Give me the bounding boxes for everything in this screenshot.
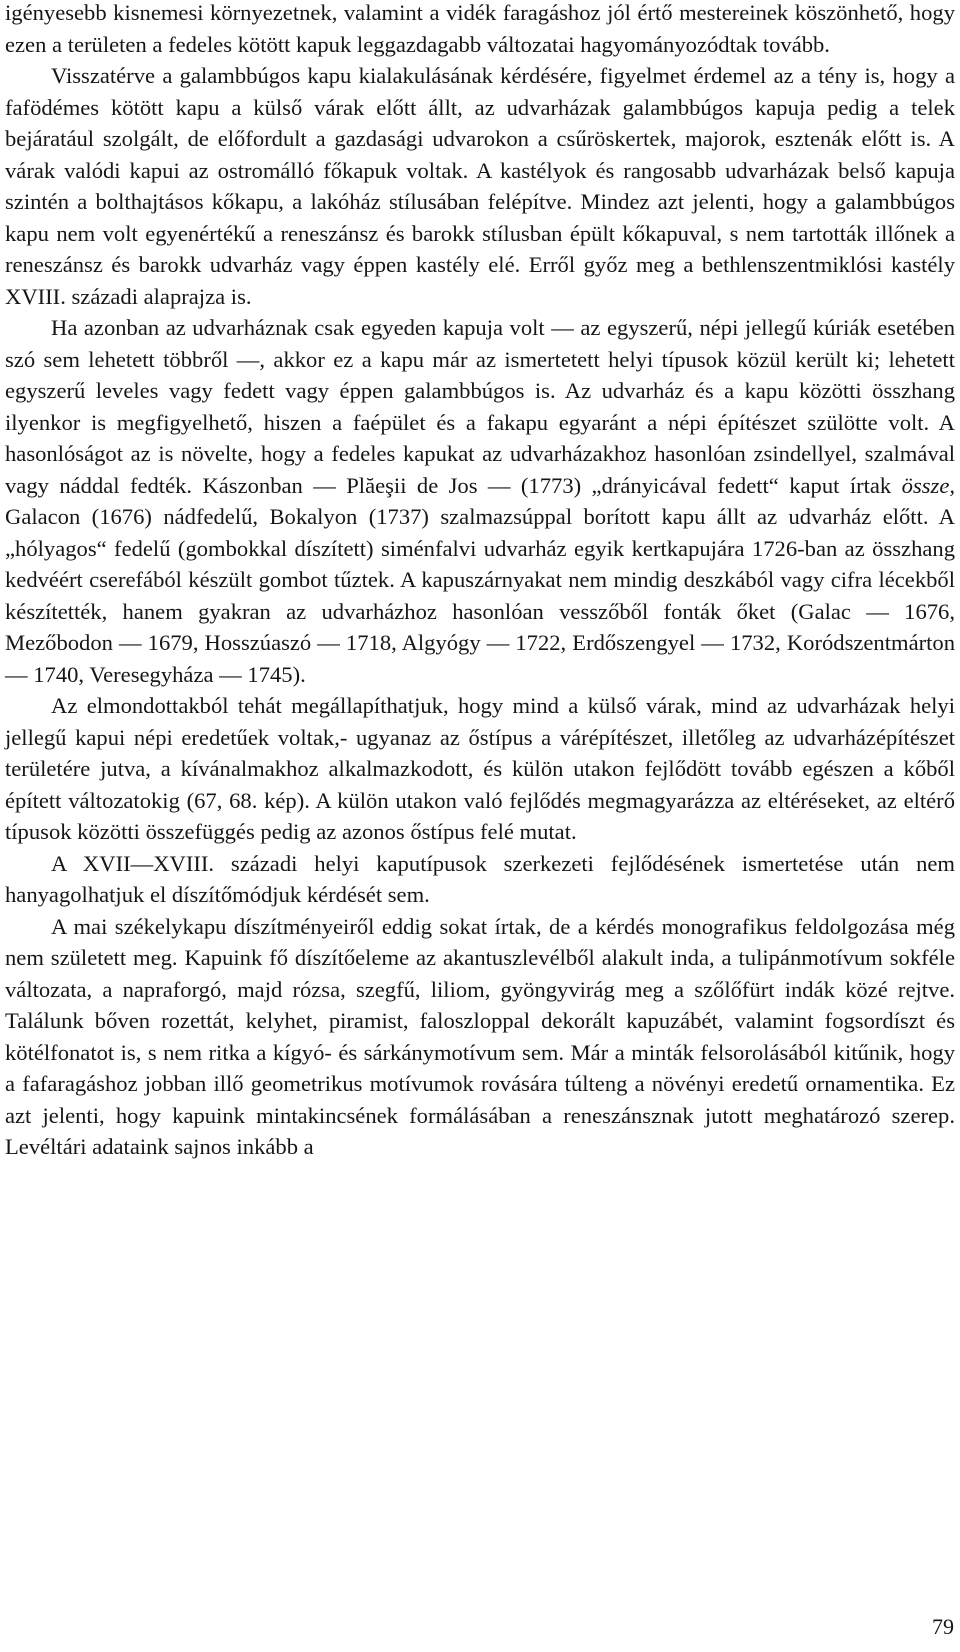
paragraph	[5, 312, 955, 690]
paragraph: Visszatérve a galambbúgos kapu kialakulásának kérdésére, figyelmet érdemel az a tény is, hogy a fafödémes kötött kapu a külső várak előtt állt, az udvarházak galambbúgos kapuja pedig a telek bejáratául szolgált, de előfordult a gazdasági udvarokon a csűröskertek, majorok, esztenák előtt is. A várak valódi kapui az ostromálló főkapuk voltak. A kastélyok és rangosabb udvarházak belső kapuja szintén a bolthajtásos kőkapu, a lakóház stílusában felépítve. Mindez azt jelenti, hogy a galambbúgos kapu nem volt egyenértékű a reneszánsz és barokk stílusban épült kőkapuval, s nem tartották illőnek a reneszánsz és barokk udvarház vagy éppen kastély elé. Erről győz meg a bethlenszentmiklósi kastély XVIII. századi alaprajza is.	[5, 63, 955, 309]
paragraph-text: Galacon (1676) nádfedelű, Bokalyon (1737) szalmazsúppal borított kapu állt az udvarház előtt. A „hólyagos“ fedelű (gombokkal díszített) siménfalvi udvarház egyik kertkapujára 1726-ban az összhang kedvéért cserefából készült gombot tűztek. A kapuszárnyakat nem mindig deszkából vagy cifra lécekből készítették, hanem gyakran az udvarházhoz hasonlóan vesszőből fonták őket (Galac — 1676, Mezőbodon — 1679, Hosszúaszó — 1718, Algyógy — 1722, Erdőszengyel — 1732, Koródszentmárton — 1740, Veresegyháza — 1745).	[5, 504, 955, 687]
paragraph: igényesebb kisnemesi környezetnek, valamint a vidék faragáshoz jól értő mestereinek köszönhető, hogy ezen a területen a fedeles kötött kapuk leggazdagabb változatai hagyományozódtak tovább.	[5, 0, 955, 57]
page-number: 79	[932, 1614, 954, 1639]
paragraph: Az elmondottakból tehát megállapíthatjuk, hogy mind a külső várak, mind az udvarházak helyi jellegű kapui népi eredetűek voltak,- ugyanaz az őstípus a várépítészet, illetőleg az udvarházépítészet területére jutva, a kívánalmakhoz alkalmazkodott, és külön utakon fejlődött tovább egészen a kőből épített változatokig (67, 68. kép). A külön utakon való fejlődés megmagyarázza az eltéréseket, az eltérő típusok közötti összefüggés pedig az azonos őstípus felé mutat.	[5, 693, 955, 844]
document-page	[5, 0, 955, 1163]
paragraph: A mai székelykapu díszítményeiről eddig sokat írtak, de a kérdés monografikus feldolgozása még nem született meg. Kapuink fő díszítőeleme az akantuszlevélből alakult inda, a tulipánmotívum sokféle változata, a napraforgó, majd rózsa, szegfű, liliom, gyöngyvirág meg a szőlőfürt indák közé rejtve. Találunk bőven rozettát, kelyhet, piramist, faloszloppal dekorált kapuzábét, valamint fogsordíszt és kötélfonatot is, s nem ritka a kígyó- és sárkánymotívum sem. Már a minták felsorolásából kitűnik, hogy a fafaragáshoz jobban illő geometrikus motívumok rovására túlteng a növényi eredetű ornamentika. Ez azt jelenti, hogy kapuink mintakincsének formálásában a reneszánsznak jutott meghatározó szerep. Levéltári adataink sajnos inkább a	[5, 913, 955, 1159]
paragraph-text: Ha azonban az udvarháznak csak egyeden kapuja volt — az egyszerű, népi jellegű kúriák esetében szó sem lehetett többről —, akkor ez a kapu már az ismertetett helyi típusok közül került ki; lehetett egyszerű leveles vagy fedett vagy éppen galambbúgos is. Az udvarház és a kapu közötti összhang ilyenkor is megfigyelhető, hiszen a faépület és a fakapu egyaránt a népi építészet szülötte volt. A hasonlóságot az is növelte, hogy a fedeles kapukat az udvarházakhoz hasonlóan zsindellyel, szalmával vagy náddal fedték. Kászonban — Plăeşii de Jos — (1773) „drányicával fedett“ kaput írtak	[5, 315, 955, 498]
italic-term: össze,	[901, 472, 955, 498]
paragraph: A XVII—XVIII. századi helyi kaputípusok szerkezeti fejlődésének ismertetése után nem hanyagolhatjuk el díszítőmódjuk kérdését sem.	[5, 850, 955, 907]
